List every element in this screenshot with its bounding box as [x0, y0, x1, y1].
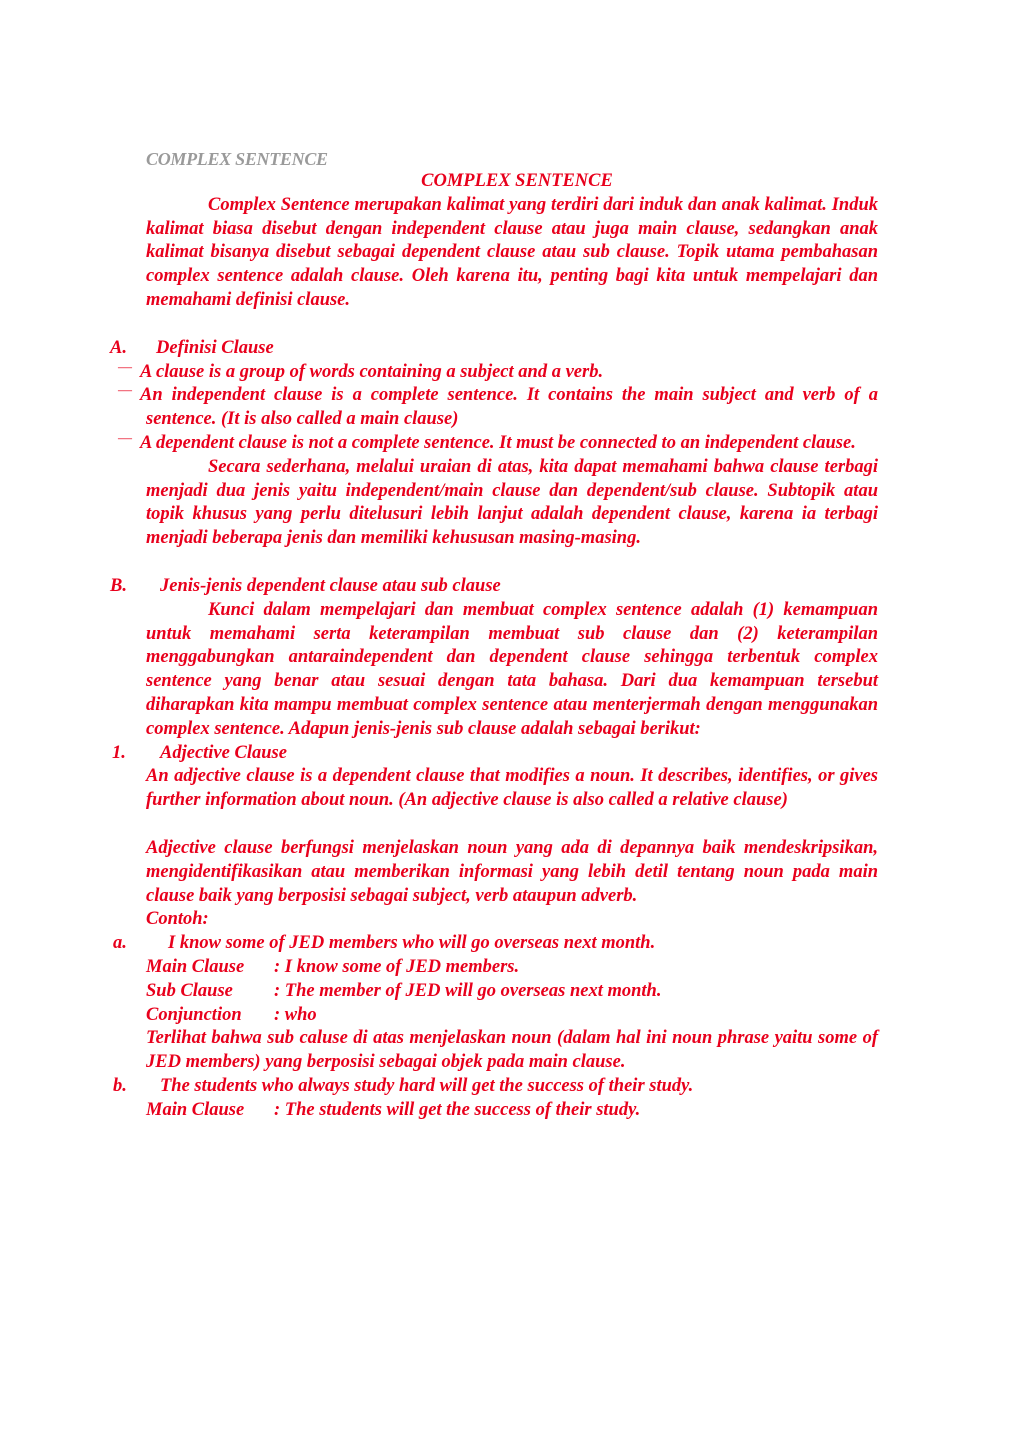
spacer: [146, 313, 878, 337]
example-b: [113, 1075, 878, 1099]
adjective-clause-explanation: Adjective clause berfungsi menjelaskan noun yang ada di depannya baik mendeskripsikan, mengidentifikasikan atau memberikan informasi yang lebih detil tentang noun pada main clause baik yang berposisi sebagai subject, verb ataupun adverb.: [146, 837, 878, 906]
example-a-marker: a.: [113, 933, 127, 954]
main-clause-value: : I know some of JED members.: [274, 956, 520, 977]
section-b-paragraph: Kunci dalam mempelajari dan membuat complex sentence adalah (1) kemampuan untuk memahami serta keterampilan membuat sub clause dan (2) keterampilan menggabungkan antaraindependent dan dependent clause sehingga terbentuk complex sentence yang benar atau sesuai dengan tata bahasa. Dari dua kemampuan tersebut diharapkan kita mampu membuat complex sentence atau menterjermah dengan menggunakan complex sentence. Adapun jenis-jenis sub clause adalah sebagai berikut:: [146, 599, 878, 739]
sub-clause-value: : The member of JED will go overseas next month.: [274, 980, 662, 1001]
section-a-title: Definisi Clause: [156, 337, 274, 358]
contoh-label: Contoh:: [146, 909, 209, 930]
section-b-marker: B.: [110, 575, 127, 596]
section-a-paragraph: Secara sederhana, melalui uraian di atas, kita dapat memahami bahwa clause terbagi menjadi dua jenis yaitu independent/main clause dan dependent/sub clause. Subtopik atau topik khusus yang perlu ditelusuri lebih lanjut adalah dependent clause, karena ia terbagi menjadi beberapa jenis dan memiliki kehususan masing-masing.: [146, 456, 878, 549]
main-clause-label: Main Clause: [146, 1099, 245, 1120]
definition-bullet: [118, 359, 878, 385]
page-header: COMPLEX SENTENCE: [146, 149, 328, 169]
subsection-1-heading: [112, 742, 878, 766]
sub-clause-label: Sub Clause: [146, 980, 233, 1001]
dash-bullet-icon: —: [118, 383, 132, 399]
section-a-marker: A.: [110, 337, 127, 358]
example-a: [113, 932, 878, 956]
example-a-sub-clause: [146, 980, 878, 1004]
definition-bullet: [118, 430, 878, 456]
adjective-clause-definition: An adjective clause is a dependent clause that modifies a noun. It describes, identifies, or gives further information about noun. (An adjective clause is also called a relative clause): [146, 766, 878, 811]
subsection-1-marker: 1.: [112, 742, 126, 763]
document-title: COMPLEX SENTENCE: [421, 171, 613, 191]
bullet-text: A dependent clause is not a complete sentence. It must be connected to an independent clause.: [140, 432, 856, 453]
section-b-title: Jenis-jenis dependent clause atau sub clause: [160, 575, 501, 596]
intro-paragraph: Complex Sentence merupakan kalimat yang terdiri dari induk dan anak kalimat. Induk kalimat biasa disebut dengan independent clause atau juga main clause, sedangkan anak kalimat bisanya disebut sebagai dependent clause atau sub clause. Topik utama pembahasan complex sentence adalah clause. Oleh karena itu, penting bagi kita untuk mempelajari dan memahami definisi clause.: [146, 194, 878, 310]
conjunction-label: Conjunction: [146, 1004, 242, 1025]
bullet-text: A clause is a group of words containing a subject and a verb.: [140, 361, 604, 382]
example-b-marker: b.: [113, 1075, 127, 1096]
dash-bullet-icon: —: [118, 430, 132, 446]
main-clause-value: : The students will get the success of their study.: [274, 1099, 641, 1120]
spacer: [146, 813, 878, 837]
spacer: [146, 551, 878, 575]
bullet-text: An independent clause is a complete sentence. It contains the main subject and verb of a sentence. (It is also called a main clause): [140, 385, 878, 430]
conjunction-value: : who: [274, 1004, 317, 1025]
section-a-heading: [110, 337, 878, 361]
example-a-note: Terlihat bahwa sub caluse di atas menjelaskan noun (dalam hal ini noun phrase yaitu some of JED members) yang berposisi sebagai objek pada main clause.: [146, 1028, 878, 1073]
example-b-sentence: The students who always study hard will get the success of their study.: [160, 1075, 694, 1096]
definition-bullet: [118, 383, 878, 432]
main-clause-label: Main Clause: [146, 956, 245, 977]
dash-bullet-icon: —: [118, 359, 132, 375]
example-a-main-clause: [146, 956, 878, 980]
example-a-conjunction: [146, 1004, 878, 1028]
subsection-1-title: Adjective Clause: [160, 742, 287, 763]
section-b-heading: [110, 575, 878, 599]
example-a-sentence: I know some of JED members who will go overseas next month.: [168, 933, 656, 954]
document-body: [110, 170, 878, 1122]
example-b-main-clause: [146, 1099, 878, 1123]
